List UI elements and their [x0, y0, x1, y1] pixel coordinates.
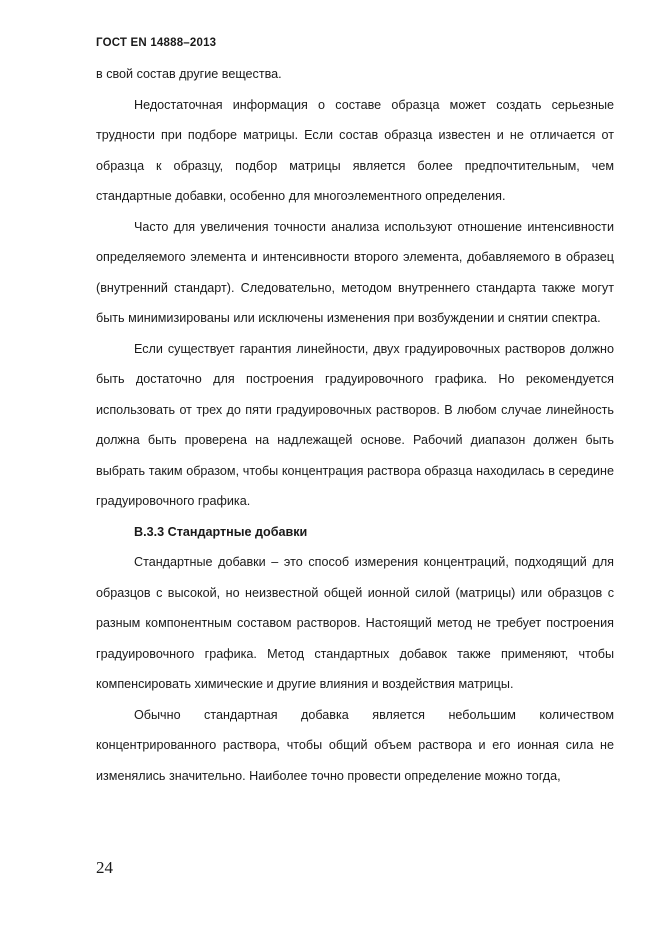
document-body: [96, 59, 614, 791]
paragraph: Недостаточная информация о составе образца может создать серьезные трудности при подборе матрицы. Если состав образца известен и не отличается от образца к образцу, подбор матрицы является более предпочтительным, чем стандартные добавки, особенно для многоэлементного определения.: [96, 97, 614, 203]
paragraph-continuation: в свой состав другие вещества.: [96, 67, 282, 81]
page-number: 24: [96, 858, 113, 877]
section-heading: В.3.3 Стандартные добавки: [134, 524, 308, 539]
standard-header: ГОСТ EN 14888–2013: [96, 37, 217, 49]
paragraph: Часто для увеличения точности анализа используют отношение интенсивности определяемого элемента и интенсивности второго элемента, добавляемого в образец (внутренний стандарт). Следовательно, методом внутреннего стандарта также могут быть минимизированы или исключены изменения при возбуждении и снятии спектра.: [96, 219, 614, 325]
paragraph: Стандартные добавки – это способ измерения концентраций, подходящий для образцов с высокой, но неизвестной общей ионной силой (матрицы) или образцов с разным компонентным составом растворов. Настоящий метод не требует построения градуировочного графика. Метод стандартных добавок также применяют, чтобы компенсировать химические и другие влияния и воздействия матрицы.: [96, 555, 614, 691]
paragraph: Если существует гарантия линейности, двух градуировочных растворов должно быть достаточно для построения градуировочного графика. Но рекомендуется использовать от трех до пяти градуировочных растворов. В любом случае линейность должна быть проверена на надлежащей основе. Рабочий диапазон должен быть выбрать таким образом, чтобы концентрация раствора образца находилась в середине градуировочного графика.: [96, 341, 614, 508]
paragraph: Обычно стандартная добавка является небольшим количеством концентрированного раствора, чтобы общий объем раствора и его ионная сила не изменялись значительно. Наиболее точно провести определение можно тогда,: [96, 707, 614, 783]
